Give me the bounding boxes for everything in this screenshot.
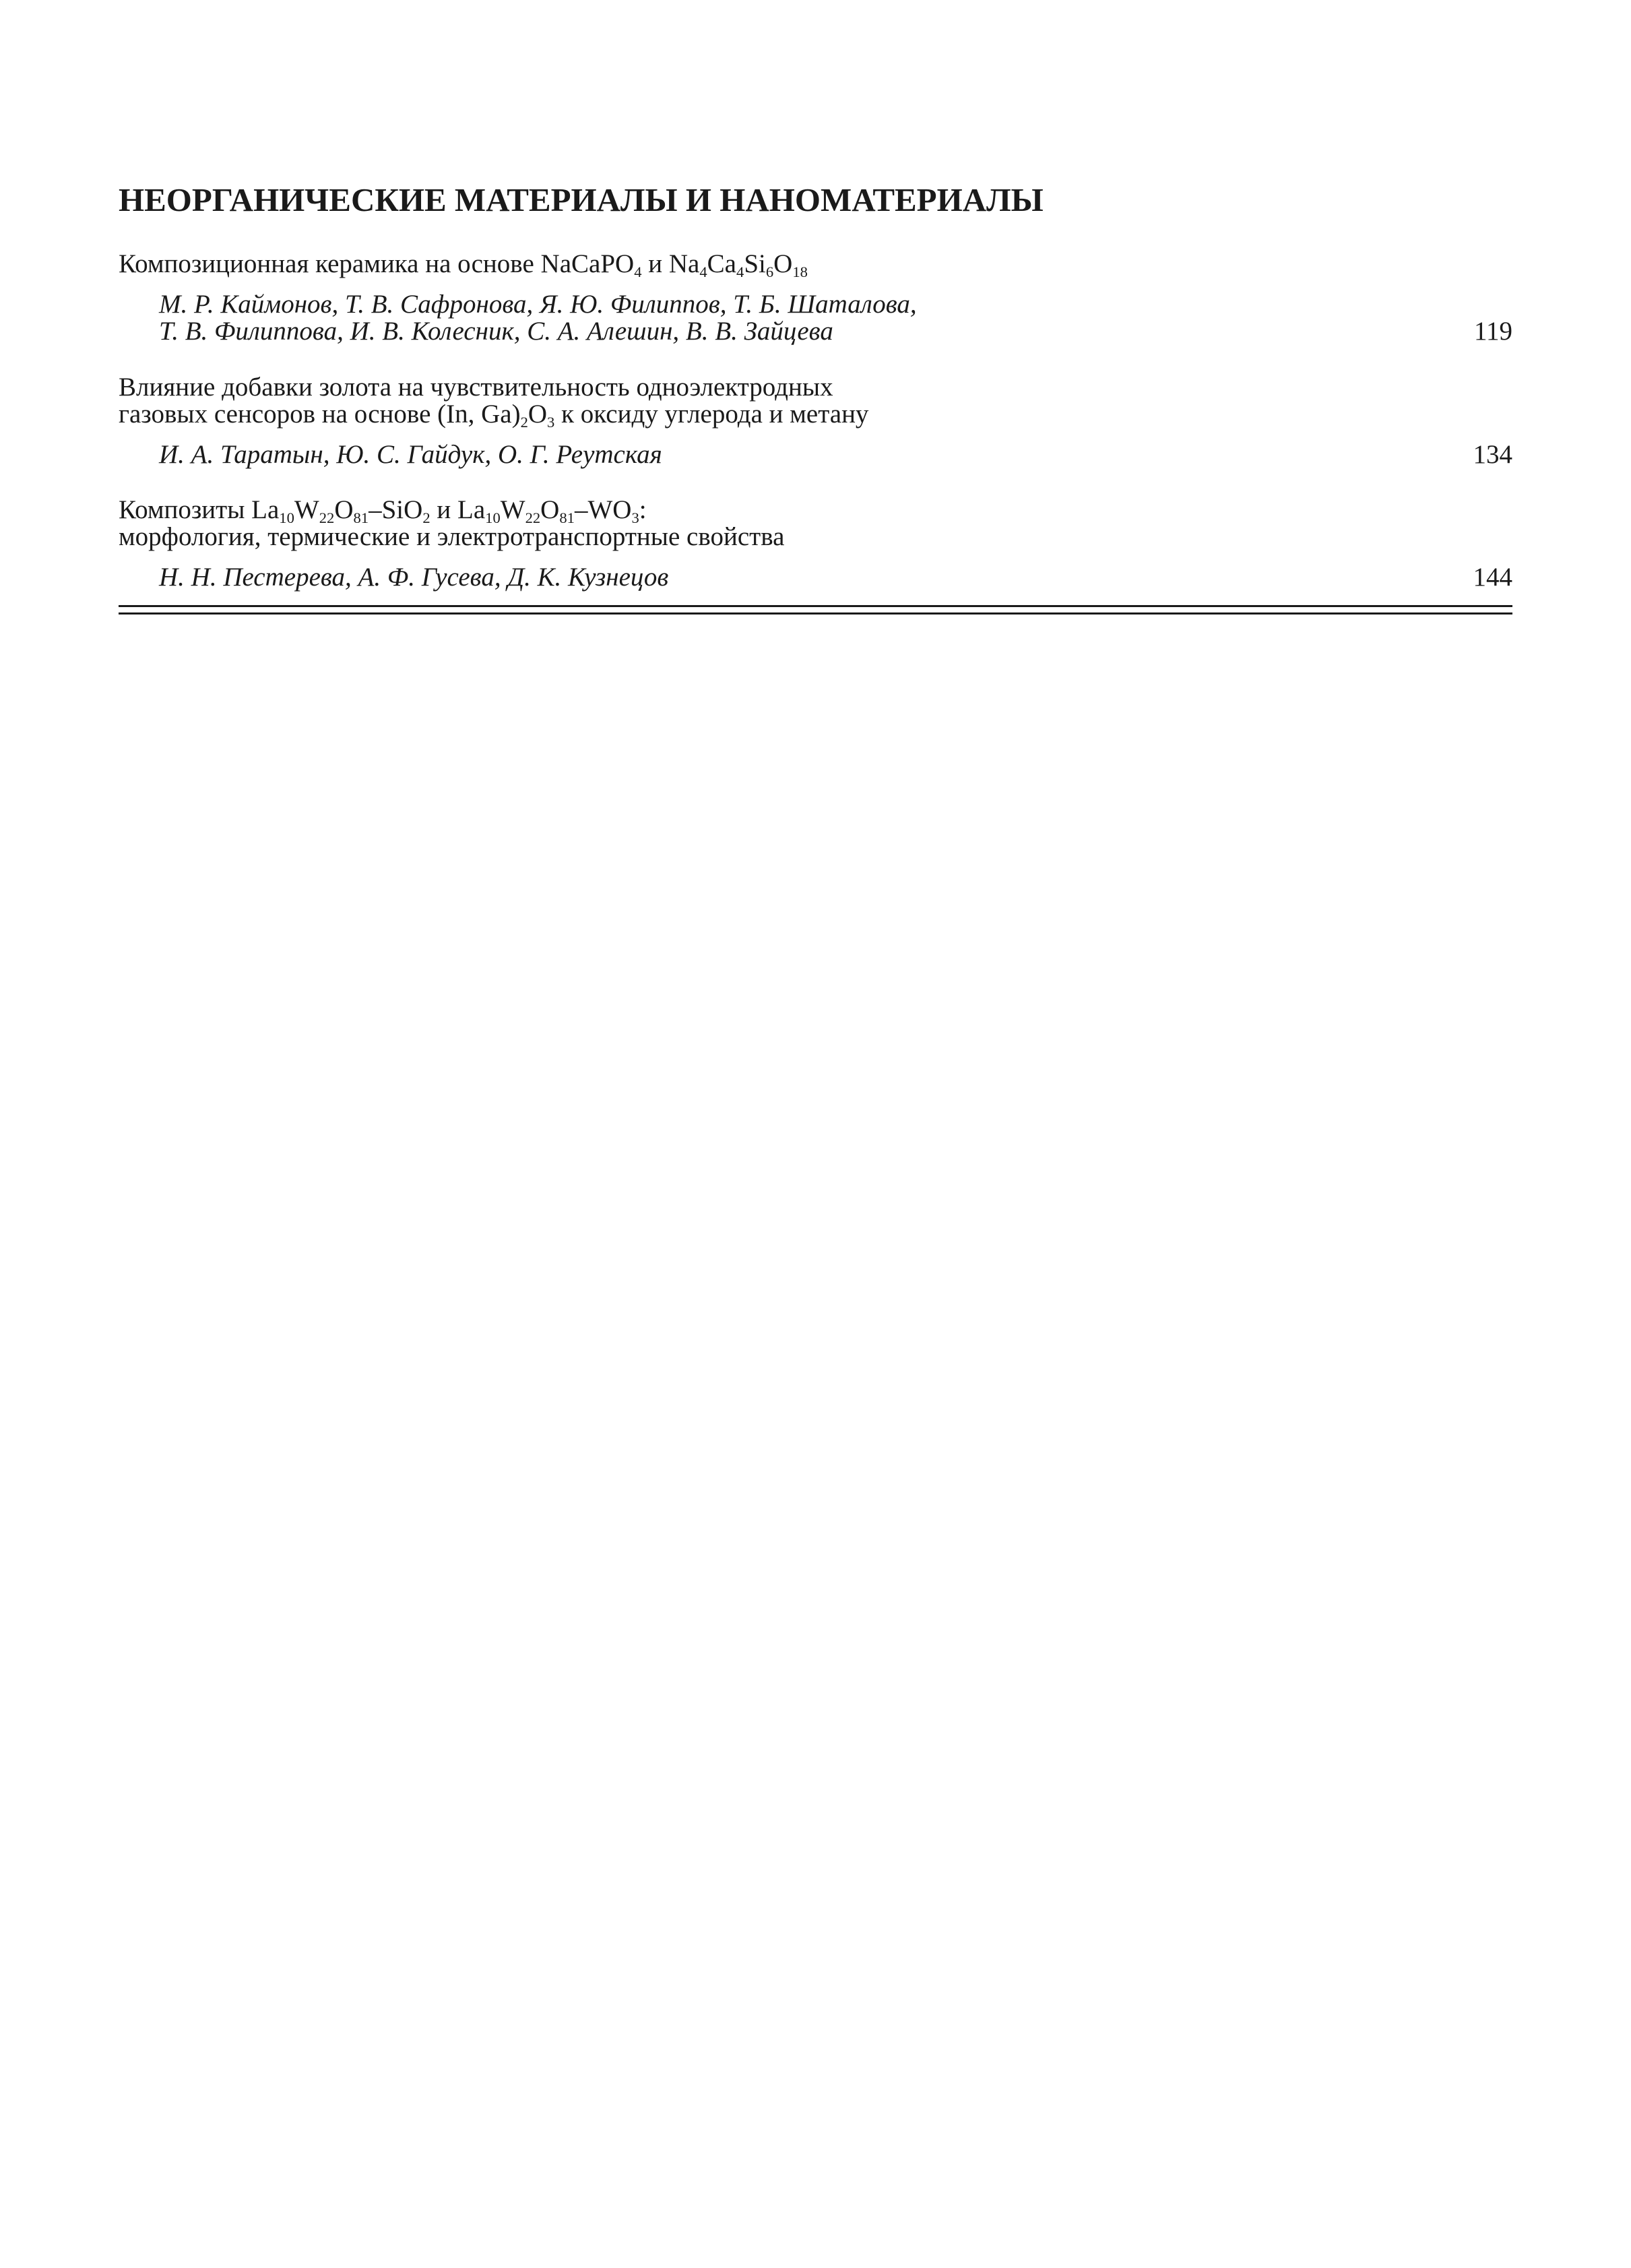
article-2-title-line-2[interactable]: газовых сенсоров на основе (In, $Ga)_2O_3$ к оксиду углерода и метану (119, 400, 869, 431)
article-1-authors-line-2: Т. В. Филиппова, И. В. Колесник, С. А. Алешин, В. В. Зайцева (159, 317, 833, 346)
article-3-page-number[interactable]: 144 (1473, 563, 1512, 592)
article-2-authors: И. А. Таратын, Ю. С. Гайдук, О. Г. Реутская (159, 440, 662, 469)
article-3-authors: Н. Н. Пестерева, А. Ф. Гусева, Д. К. Кузнецов (159, 563, 669, 592)
article-1-authors-line-1: М. Р. Каймонов, Т. В. Сафронова, Я. Ю. Филиппов, Т. Б. Шаталова, (159, 290, 917, 319)
article-2-page-number[interactable]: 134 (1473, 440, 1512, 469)
article-1-page-number[interactable]: 119 (1473, 317, 1512, 346)
article-1-title[interactable]: Композиционная керамика на основе NaCaPO$_4$ и $Na_4Ca_4Si_6O_{18}$ (119, 249, 808, 281)
article-2-title-line-1[interactable]: Влияние добавки золота на чувствительность одноэлектродных (119, 373, 833, 402)
article-3-title-line-2[interactable]: морфология, термические и электротранспортные свойства (119, 522, 785, 551)
section-divider-top (119, 605, 1512, 607)
article-3-title-line-1[interactable]: Композиты $La_{10}W_{22}O_{81}-SiO_2$ и $La_{10}W_{22}O_{81}-WO_3$: (119, 495, 647, 527)
section-heading: НЕОРГАНИЧЕСКИЕ МАТЕРИАЛЫ И НАНОМАТЕРИАЛЫ (119, 181, 1044, 218)
section-divider-bottom (119, 612, 1512, 615)
